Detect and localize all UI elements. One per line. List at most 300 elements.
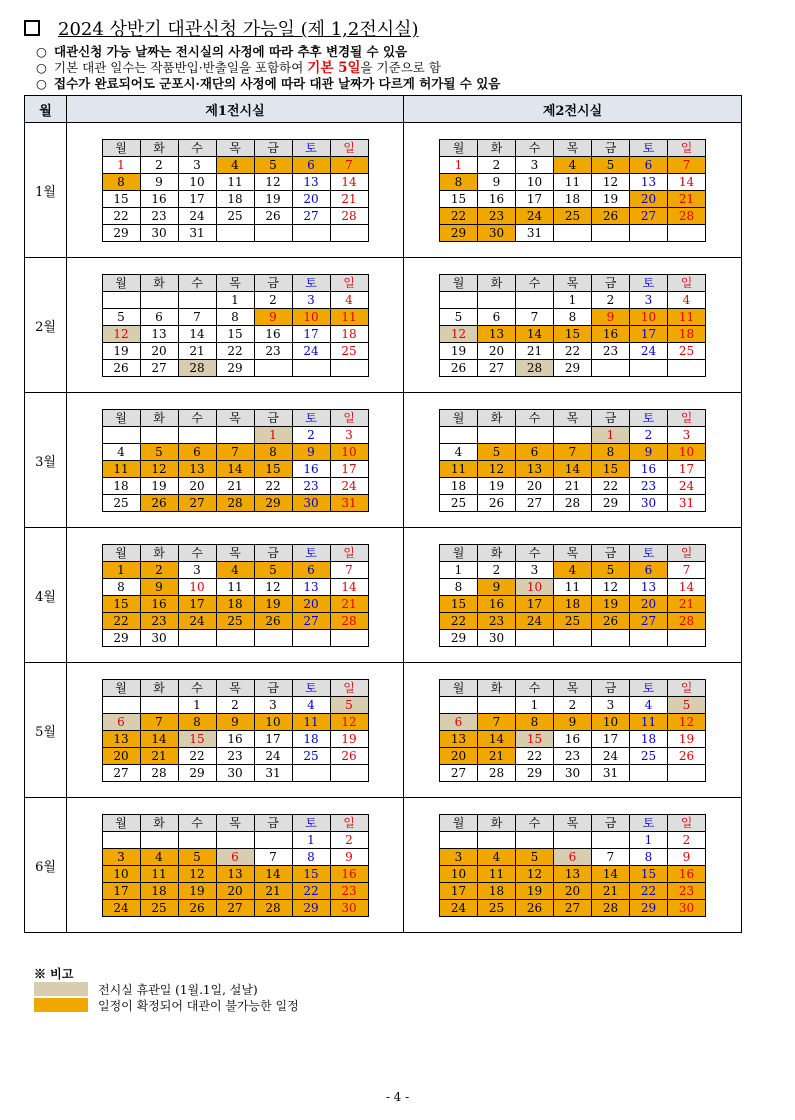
week-row: [440, 342, 706, 359]
day-cell: 20: [516, 477, 554, 494]
weekday-label: 토: [292, 679, 330, 696]
room2-calendar: [439, 409, 706, 512]
day-cell: 27: [516, 494, 554, 511]
weekday-label: 화: [140, 274, 178, 291]
day-cell: 11: [554, 173, 592, 190]
room1-cell: [67, 663, 404, 798]
day-cell: 14: [330, 173, 368, 190]
weekday-label: 토: [630, 139, 668, 156]
day-cell: 30: [478, 629, 516, 646]
day-cell: 21: [330, 595, 368, 612]
empty-cell: [330, 764, 368, 781]
day-cell: 29: [102, 224, 140, 241]
day-cell: 11: [630, 713, 668, 730]
weekday-label: 월: [102, 679, 140, 696]
day-cell: 24: [102, 899, 140, 916]
week-row: [102, 899, 368, 916]
day-cell: 7: [592, 848, 630, 865]
day-cell: 6: [292, 561, 330, 578]
day-cell: 30: [292, 494, 330, 511]
empty-cell: [516, 629, 554, 646]
empty-cell: [216, 224, 254, 241]
day-cell: 29: [216, 359, 254, 376]
day-cell: 12: [140, 460, 178, 477]
day-cell: 9: [292, 443, 330, 460]
day-cell: 26: [478, 494, 516, 511]
header-month: 월: [25, 96, 67, 123]
day-cell: 28: [478, 764, 516, 781]
weekday-label: 토: [630, 679, 668, 696]
weekday-header-row: [440, 409, 706, 426]
day-cell: 5: [592, 561, 630, 578]
day-cell: 26: [254, 207, 292, 224]
day-cell: 24: [440, 899, 478, 916]
day-cell: 25: [668, 342, 706, 359]
day-cell: 25: [554, 612, 592, 629]
weekday-label: 화: [478, 139, 516, 156]
day-cell: 8: [440, 173, 478, 190]
day-cell: 3: [102, 848, 140, 865]
week-row: [102, 882, 368, 899]
empty-cell: [254, 831, 292, 848]
day-cell: 13: [554, 865, 592, 882]
week-row: [102, 224, 368, 241]
day-cell: 5: [140, 443, 178, 460]
day-cell: 25: [292, 747, 330, 764]
weekday-label: 일: [668, 544, 706, 561]
day-cell: 10: [516, 578, 554, 595]
day-cell: 20: [478, 342, 516, 359]
day-cell: 29: [630, 899, 668, 916]
day-cell: 2: [140, 561, 178, 578]
note-2: ○ 기본 대관 일수는 작품반입·반출일을 포함하여 기본 5일을 기준으로 함: [36, 59, 441, 76]
empty-cell: [330, 629, 368, 646]
day-cell: 21: [254, 882, 292, 899]
day-cell: 14: [254, 865, 292, 882]
page-number: - 4 -: [385, 1090, 410, 1104]
day-cell: 4: [630, 696, 668, 713]
weekday-label: 목: [554, 409, 592, 426]
day-cell: 27: [292, 207, 330, 224]
weekday-label: 수: [516, 409, 554, 426]
weekday-label: 토: [630, 409, 668, 426]
day-cell: 17: [330, 460, 368, 477]
day-cell: 2: [478, 156, 516, 173]
day-cell: 6: [140, 308, 178, 325]
day-cell: 7: [330, 561, 368, 578]
day-cell: 21: [554, 477, 592, 494]
week-row: [102, 325, 368, 342]
day-cell: 12: [592, 578, 630, 595]
week-row: [102, 865, 368, 882]
day-cell: 23: [630, 477, 668, 494]
day-cell: 3: [592, 696, 630, 713]
weekday-label: 목: [216, 814, 254, 831]
day-cell: 9: [478, 578, 516, 595]
week-row: [102, 831, 368, 848]
day-cell: 9: [630, 443, 668, 460]
day-cell: 27: [178, 494, 216, 511]
week-row: [440, 831, 706, 848]
day-cell: 24: [178, 612, 216, 629]
day-cell: 7: [516, 308, 554, 325]
weekday-header-row: [440, 544, 706, 561]
day-cell: 18: [554, 190, 592, 207]
empty-cell: [440, 831, 478, 848]
weekday-label: 수: [178, 679, 216, 696]
weekday-label: 화: [478, 409, 516, 426]
day-cell: 14: [668, 173, 706, 190]
week-row: [440, 207, 706, 224]
weekday-label: 수: [178, 409, 216, 426]
week-row: [440, 578, 706, 595]
day-cell: 28: [140, 764, 178, 781]
day-cell: 6: [178, 443, 216, 460]
day-cell: 10: [592, 713, 630, 730]
room2-calendar: [439, 274, 706, 377]
day-cell: 15: [516, 730, 554, 747]
week-row: [440, 477, 706, 494]
day-cell: 16: [292, 460, 330, 477]
day-cell: 8: [102, 578, 140, 595]
day-cell: 26: [102, 359, 140, 376]
day-cell: 21: [592, 882, 630, 899]
day-cell: 17: [178, 595, 216, 612]
day-cell: 6: [630, 561, 668, 578]
weekday-label: 월: [440, 139, 478, 156]
day-cell: 5: [592, 156, 630, 173]
day-cell: 2: [140, 156, 178, 173]
day-cell: 1: [440, 561, 478, 578]
weekday-label: 목: [554, 679, 592, 696]
day-cell: 4: [216, 156, 254, 173]
day-cell: 23: [554, 747, 592, 764]
day-cell: 16: [592, 325, 630, 342]
day-cell: 26: [516, 899, 554, 916]
empty-cell: [216, 831, 254, 848]
page-title: 2024 상반기 대관신청 가능일 (제 1,2전시실): [24, 18, 724, 42]
day-cell: 15: [102, 595, 140, 612]
day-cell: 29: [592, 494, 630, 511]
day-cell: 13: [292, 578, 330, 595]
day-cell: 20: [630, 595, 668, 612]
day-cell: 15: [178, 730, 216, 747]
day-cell: 18: [330, 325, 368, 342]
day-cell: 11: [330, 308, 368, 325]
empty-cell: [478, 426, 516, 443]
month-label: 3월: [25, 393, 67, 528]
week-row: [102, 426, 368, 443]
weekday-label: 금: [254, 139, 292, 156]
day-cell: 23: [140, 612, 178, 629]
week-row: [440, 494, 706, 511]
weekday-label: 일: [330, 544, 368, 561]
week-row: [440, 747, 706, 764]
weekday-label: 금: [254, 274, 292, 291]
weekday-label: 수: [516, 544, 554, 561]
day-cell: 2: [478, 561, 516, 578]
day-cell: 17: [102, 882, 140, 899]
day-cell: 13: [516, 460, 554, 477]
weekday-label: 토: [630, 274, 668, 291]
day-cell: 12: [254, 173, 292, 190]
day-cell: 22: [630, 882, 668, 899]
day-cell: 26: [330, 747, 368, 764]
day-cell: 7: [478, 713, 516, 730]
day-cell: 17: [592, 730, 630, 747]
day-cell: 24: [668, 477, 706, 494]
day-cell: 15: [216, 325, 254, 342]
day-cell: 12: [668, 713, 706, 730]
day-cell: 22: [592, 477, 630, 494]
day-cell: 20: [292, 595, 330, 612]
empty-cell: [330, 359, 368, 376]
day-cell: 18: [216, 595, 254, 612]
day-cell: 25: [330, 342, 368, 359]
weekday-label: 화: [140, 409, 178, 426]
empty-cell: [516, 291, 554, 308]
day-cell: 18: [554, 595, 592, 612]
week-row: [440, 899, 706, 916]
day-cell: 3: [516, 561, 554, 578]
day-cell: 25: [102, 494, 140, 511]
day-cell: 9: [554, 713, 592, 730]
day-cell: 6: [630, 156, 668, 173]
day-cell: 28: [592, 899, 630, 916]
day-cell: 25: [554, 207, 592, 224]
week-row: [440, 190, 706, 207]
day-cell: 21: [330, 190, 368, 207]
day-cell: 23: [254, 342, 292, 359]
day-cell: 2: [592, 291, 630, 308]
week-row: [440, 460, 706, 477]
day-cell: 29: [102, 629, 140, 646]
day-cell: 30: [478, 224, 516, 241]
day-cell: 26: [668, 747, 706, 764]
day-cell: 22: [102, 207, 140, 224]
empty-cell: [516, 426, 554, 443]
day-cell: 1: [292, 831, 330, 848]
day-cell: 4: [554, 156, 592, 173]
day-cell: 4: [102, 443, 140, 460]
empty-cell: [592, 629, 630, 646]
day-cell: 19: [140, 477, 178, 494]
day-cell: 4: [668, 291, 706, 308]
weekday-label: 목: [554, 544, 592, 561]
weekday-label: 금: [592, 409, 630, 426]
day-cell: 17: [178, 190, 216, 207]
day-cell: 22: [516, 747, 554, 764]
weekday-label: 토: [292, 274, 330, 291]
day-cell: 23: [330, 882, 368, 899]
day-cell: 6: [554, 848, 592, 865]
day-cell: 29: [292, 899, 330, 916]
day-cell: 17: [440, 882, 478, 899]
day-cell: 1: [178, 696, 216, 713]
empty-cell: [592, 224, 630, 241]
day-cell: 23: [668, 882, 706, 899]
day-cell: 15: [592, 460, 630, 477]
day-cell: 19: [516, 882, 554, 899]
day-cell: 12: [478, 460, 516, 477]
day-cell: 22: [102, 612, 140, 629]
day-cell: 2: [554, 696, 592, 713]
empty-cell: [292, 224, 330, 241]
room2-cell: [404, 393, 742, 528]
weekday-label: 수: [516, 679, 554, 696]
day-cell: 12: [330, 713, 368, 730]
day-cell: 1: [554, 291, 592, 308]
day-cell: 15: [102, 190, 140, 207]
weekday-label: 금: [592, 139, 630, 156]
day-cell: 16: [140, 595, 178, 612]
week-row: [440, 156, 706, 173]
month-row: [25, 123, 742, 258]
day-cell: 28: [254, 899, 292, 916]
day-cell: 20: [554, 882, 592, 899]
weekday-label: 토: [292, 814, 330, 831]
day-cell: 15: [554, 325, 592, 342]
weekday-label: 일: [330, 679, 368, 696]
day-cell: 1: [440, 156, 478, 173]
day-cell: 14: [592, 865, 630, 882]
empty-cell: [554, 426, 592, 443]
week-row: [440, 359, 706, 376]
day-cell: 28: [668, 612, 706, 629]
day-cell: 25: [216, 612, 254, 629]
day-cell: 25: [630, 747, 668, 764]
day-cell: 13: [478, 325, 516, 342]
room1-cell: [67, 798, 404, 933]
week-row: [440, 173, 706, 190]
weekday-label: 금: [592, 544, 630, 561]
room1-cell: [67, 528, 404, 663]
day-cell: 27: [554, 899, 592, 916]
day-cell: 19: [592, 190, 630, 207]
day-cell: 9: [330, 848, 368, 865]
day-cell: 10: [292, 308, 330, 325]
day-cell: 28: [330, 207, 368, 224]
room2-calendar: [439, 139, 706, 242]
day-cell: 6: [516, 443, 554, 460]
day-cell: 18: [478, 882, 516, 899]
week-row: [102, 494, 368, 511]
day-cell: 16: [254, 325, 292, 342]
day-cell: 30: [216, 764, 254, 781]
weekday-label: 금: [254, 409, 292, 426]
day-cell: 19: [178, 882, 216, 899]
day-cell: 24: [592, 747, 630, 764]
day-cell: 27: [630, 207, 668, 224]
day-cell: 29: [440, 224, 478, 241]
day-cell: 16: [330, 865, 368, 882]
empty-cell: [140, 426, 178, 443]
day-cell: 17: [516, 595, 554, 612]
month-row: [25, 393, 742, 528]
week-row: [440, 325, 706, 342]
empty-cell: [630, 629, 668, 646]
day-cell: 10: [516, 173, 554, 190]
day-cell: 8: [592, 443, 630, 460]
week-row: [440, 612, 706, 629]
legend-item-closed: 전시실 휴관일 (1월.1일, 설날): [34, 981, 434, 997]
day-cell: 12: [440, 325, 478, 342]
week-row: [102, 629, 368, 646]
empty-cell: [102, 291, 140, 308]
month-label: 4월: [25, 528, 67, 663]
day-cell: 8: [178, 713, 216, 730]
day-cell: 14: [668, 578, 706, 595]
day-cell: 28: [668, 207, 706, 224]
weekday-label: 목: [554, 814, 592, 831]
weekday-header-row: [102, 544, 368, 561]
day-cell: 8: [554, 308, 592, 325]
day-cell: 10: [254, 713, 292, 730]
notes-list: [36, 44, 756, 92]
day-cell: 9: [478, 173, 516, 190]
day-cell: 27: [478, 359, 516, 376]
day-cell: 31: [668, 494, 706, 511]
empty-cell: [592, 831, 630, 848]
day-cell: 5: [440, 308, 478, 325]
room2-calendar: [439, 544, 706, 647]
week-row: [102, 477, 368, 494]
weekday-label: 금: [254, 544, 292, 561]
room1-cell: [67, 258, 404, 393]
day-cell: 26: [592, 612, 630, 629]
day-cell: 12: [102, 325, 140, 342]
weekday-label: 수: [178, 139, 216, 156]
day-cell: 4: [478, 848, 516, 865]
day-cell: 4: [440, 443, 478, 460]
day-cell: 26: [178, 899, 216, 916]
day-cell: 30: [140, 224, 178, 241]
week-row: [440, 696, 706, 713]
day-cell: 6: [102, 713, 140, 730]
day-cell: 16: [140, 190, 178, 207]
day-cell: 26: [254, 612, 292, 629]
weekday-label: 수: [516, 139, 554, 156]
weekday-header-row: [102, 679, 368, 696]
room1-calendar: [102, 679, 369, 782]
day-cell: 27: [216, 899, 254, 916]
day-cell: 4: [140, 848, 178, 865]
room2-calendar: [439, 679, 706, 782]
room2-calendar: [439, 814, 706, 917]
day-cell: 15: [630, 865, 668, 882]
day-cell: 18: [140, 882, 178, 899]
day-cell: 11: [216, 173, 254, 190]
day-cell: 27: [102, 764, 140, 781]
week-row: [102, 561, 368, 578]
empty-cell: [554, 831, 592, 848]
day-cell: 13: [630, 173, 668, 190]
day-cell: 16: [216, 730, 254, 747]
day-cell: 3: [330, 426, 368, 443]
day-cell: 11: [668, 308, 706, 325]
month-label: 2월: [25, 258, 67, 393]
day-cell: 22: [440, 207, 478, 224]
day-cell: 23: [478, 207, 516, 224]
empty-cell: [630, 359, 668, 376]
day-cell: 11: [216, 578, 254, 595]
weekday-label: 화: [478, 544, 516, 561]
day-cell: 26: [440, 359, 478, 376]
day-cell: 30: [554, 764, 592, 781]
day-cell: 5: [478, 443, 516, 460]
day-cell: 3: [630, 291, 668, 308]
day-cell: 17: [254, 730, 292, 747]
